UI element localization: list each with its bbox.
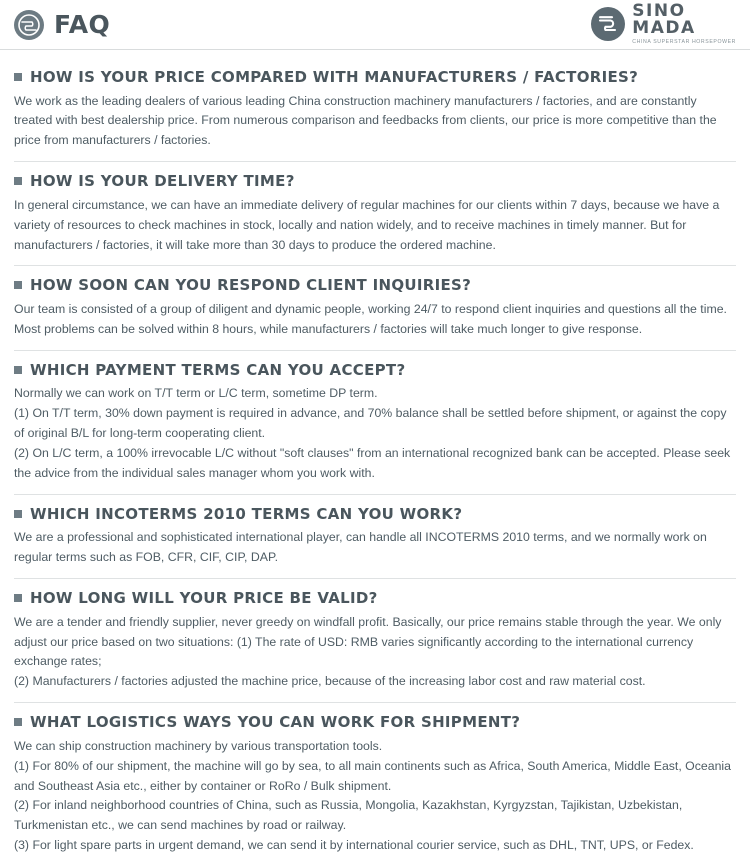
header-left-group: [14, 10, 110, 40]
faq-answer-line: We work as the leading dealers of various leading China construction machinery manufacturers / factories, and are constantly treated with best dealership price. From numerous comparison and feedbacks from clients, our price is more competitive than the price from manufacturers / factories.: [14, 93, 717, 148]
faq-answer-line: We can ship construction machinery by various transportation tools.: [14, 738, 383, 753]
faq-answer: [14, 300, 736, 351]
square-bullet-icon: [14, 594, 22, 602]
square-bullet-icon: [14, 73, 22, 81]
faq-answer-line: (3) For light spare parts in urgent demand, we can send it by international courier service, such as DHL, TNT, UPS, or Fedex.: [14, 838, 694, 853]
brand-tagline: CHINA SUPERSTAR HORSEPOWER: [632, 39, 736, 46]
faq-answer-line: Normally we can work on T/T term or L/C term, sometime DP term.: [14, 386, 378, 401]
square-bullet-icon: [14, 510, 22, 518]
page-header: [0, 0, 750, 50]
faq-question[interactable]: [14, 353, 736, 385]
faq-question[interactable]: [14, 705, 736, 737]
faq-item: [14, 268, 736, 350]
faq-question-text: HOW IS YOUR DELIVERY TIME?: [30, 172, 295, 191]
square-bullet-icon: [14, 177, 22, 185]
faq-question[interactable]: [14, 164, 736, 196]
faq-list: [0, 50, 750, 866]
faq-item: [14, 581, 736, 703]
faq-question-text: WHICH PAYMENT TERMS CAN YOU ACCEPT?: [30, 360, 406, 379]
faq-question[interactable]: [14, 268, 736, 300]
faq-question-text: WHICH INCOTERMS 2010 TERMS CAN YOU WORK?: [30, 504, 463, 523]
faq-answer: [14, 737, 736, 866]
faq-answer-line: (1) For 80% of our shipment, the machine will go by sea, to all main continents such as Africa, South America, Middle East, Oceania and Southeast Asia etc., either by container or RoRo / Bulk shipment.: [14, 758, 731, 793]
faq-answer-line: In general circumstance, we can have an immediate delivery of regular machines for our clients within 7 days, because we have a variety of resources to check machines in stock, locally and nation widely, and to receive machines in timely manner. But for manufacturers / factories, it will take more than 30 days to produce the ordered machine.: [14, 197, 720, 252]
faq-item: [14, 60, 736, 162]
faq-answer: [14, 196, 736, 267]
faq-answer-line: (2) For inland neighborhood countries of China, such as Russia, Mongolia, Kazakhstan, Kyrgyzstan, Tajikistan, Uzbekistan, Turkmenistan etc., we can send machines by road or railway.: [14, 798, 683, 833]
faq-answer: [14, 613, 736, 704]
faq-answer: [14, 384, 736, 495]
brand-logo: [591, 3, 736, 45]
faq-question[interactable]: [14, 497, 736, 529]
faq-question[interactable]: [14, 60, 736, 92]
faq-item: [14, 705, 736, 866]
faq-answer: [14, 92, 736, 163]
faq-item: [14, 164, 736, 266]
faq-answer: [14, 528, 736, 579]
page-title: FAQ: [54, 10, 111, 39]
faq-question-text: WHAT LOGISTICS WAYS YOU CAN WORK FOR SHIPMENT?: [30, 713, 521, 732]
brand-text-group: [632, 3, 736, 45]
faq-answer-line: (1) On T/T term, 30% down payment is required in advance, and 70% balance shall be settled before shipment, or against the copy of original B/L for long-term cooperating client.: [14, 406, 727, 441]
brand-name-line2: MADA: [632, 18, 696, 39]
square-bullet-icon: [14, 718, 22, 726]
faq-item: [14, 353, 736, 495]
faq-question-text: HOW LONG WILL YOUR PRICE BE VALID?: [30, 589, 378, 608]
faq-answer-line: (2) Manufacturers / factories adjusted the machine price, because of the increasing labor cost and raw material cost.: [14, 674, 646, 689]
faq-circle-icon: [14, 10, 44, 40]
faq-answer-line: We are a tender and friendly supplier, never greedy on windfall profit. Basically, our price remains stable through the year. We only adjust our price based on two situations: (1) The rate of USD: RMB varies significantly according to the international currency exchange rates;: [14, 614, 722, 669]
faq-item: [14, 497, 736, 579]
square-bullet-icon: [14, 281, 22, 289]
brand-name-line1: SINO: [632, 1, 686, 22]
faq-answer-line: (2) On L/C term, a 100% irrevocable L/C without "soft clauses" from an international recognized bank can be accepted. Please seek the advice from the individual sales manager whom you work with.: [14, 445, 731, 480]
square-bullet-icon: [14, 366, 22, 374]
faq-question-text: HOW IS YOUR PRICE COMPARED WITH MANUFACTURERS / FACTORIES?: [30, 68, 639, 86]
faq-answer-line: Our team is consisted of a group of diligent and dynamic people, working 24/7 to respond client inquiries and questions all the time. Most problems can be solved within 8 hours, while manufacturers / factories will take much longer to give response.: [14, 301, 727, 336]
faq-answer-line: We are a professional and sophisticated international player, can handle all INCOTERMS 2010 terms, and we normally work on regular terms such as FOB, CFR, CIF, CIP, DAP.: [14, 530, 707, 565]
faq-question-text: HOW SOON CAN YOU RESPOND CLIENT INQUIRIES?: [30, 276, 472, 295]
sinomada-circle-icon: [591, 7, 625, 41]
faq-question[interactable]: [14, 581, 736, 613]
